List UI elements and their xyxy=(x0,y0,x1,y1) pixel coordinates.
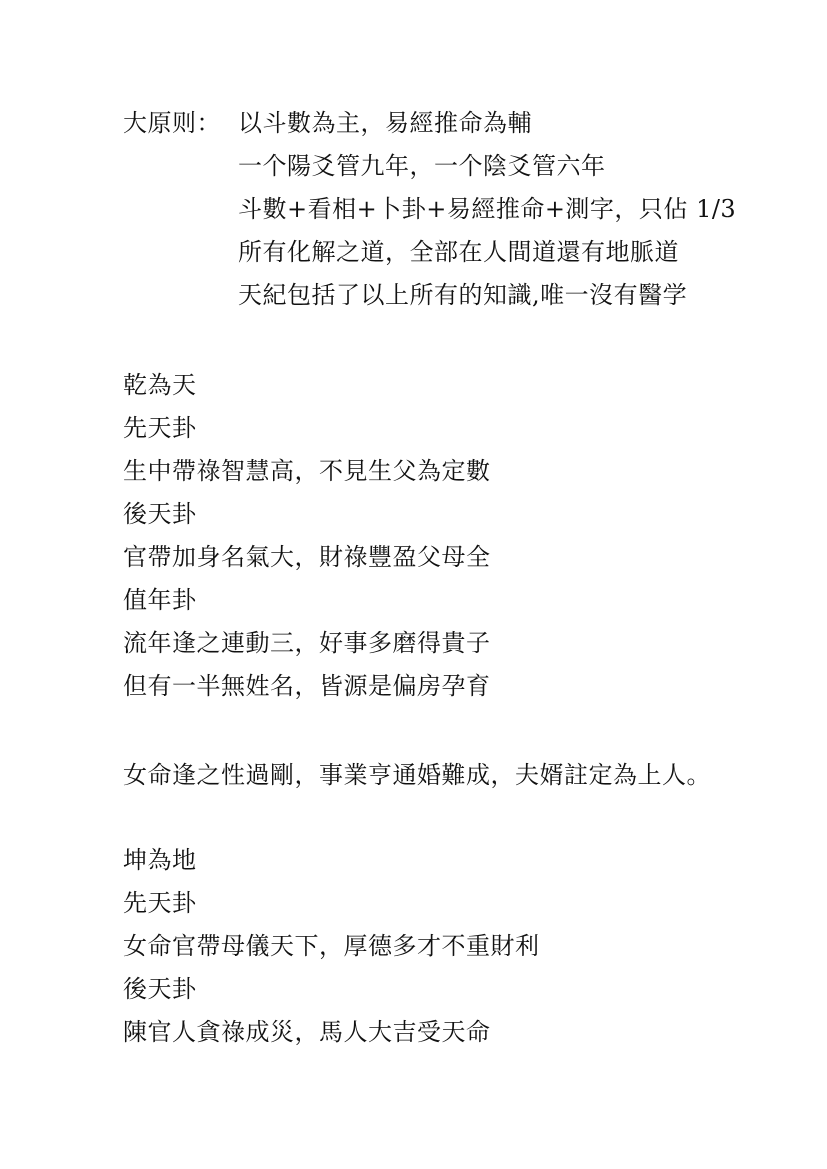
section1-title: 乾為天 xyxy=(123,371,197,399)
section1-line-6: 流年逢之連動三，好事多磨得貴子 xyxy=(123,629,491,657)
section1-line-2: 生中帶祿智慧高，不見生父為定數 xyxy=(123,457,491,485)
section2-line-3: 後天卦 xyxy=(123,975,197,1003)
section2-title: 坤為地 xyxy=(123,846,197,874)
principle-line-2: 一个陽爻管九年，一个陰爻管六年 xyxy=(238,152,606,180)
section1-line-3: 後天卦 xyxy=(123,500,197,528)
section2-line-1: 先天卦 xyxy=(123,889,197,917)
section1-line-4: 官帶加身名氣大，財祿豐盈父母全 xyxy=(123,543,491,571)
section1-line-5: 值年卦 xyxy=(123,586,197,614)
section1-line-7: 但有一半無姓名，皆源是偏房孕育 xyxy=(123,672,491,700)
principle-line-3: 斗數+看相+卜卦+易經推命+測字，只佔 1/3 xyxy=(238,195,737,223)
section2-line-2: 女命官帶母儀天下，厚德多才不重財利 xyxy=(123,932,540,960)
principle-line-4: 所有化解之道，全部在人間道還有地脈道 xyxy=(238,238,679,266)
principle-line-1: 以斗數為主，易經推命為輔 xyxy=(238,109,532,137)
section1-line-1: 先天卦 xyxy=(123,414,197,442)
principle-label: 大原则： xyxy=(123,109,221,137)
principle-line-5: 天紀包括了以上所有的知識,唯一沒有醫学 xyxy=(238,281,688,309)
section2-line-4: 陳官人貪祿成災，馬人大吉受天命 xyxy=(123,1018,491,1046)
section1-note: 女命逢之性過剛，事業亨通婚難成，夫婿註定為上人。 xyxy=(123,761,711,789)
